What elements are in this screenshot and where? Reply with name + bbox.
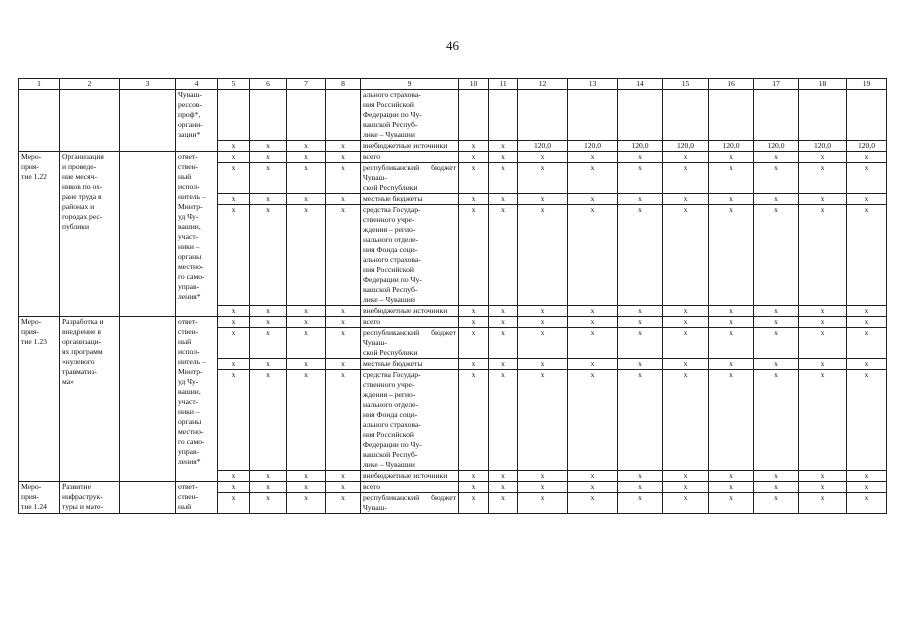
value-cell: 120,0 bbox=[618, 141, 663, 152]
value-cell: x bbox=[847, 493, 887, 514]
mark-cell: x bbox=[287, 471, 326, 482]
executor-cell: ответ- ствен- ный испол- нитель – Минтр- уд Чу- вашии, участ- ники – органы местно- го само- управ- ления* bbox=[176, 152, 218, 317]
value-cell: x bbox=[568, 306, 618, 317]
value-cell bbox=[618, 90, 663, 141]
mark-cell: x bbox=[326, 163, 361, 194]
mark-cell: x bbox=[218, 482, 250, 493]
value-cell: x bbox=[799, 482, 847, 493]
value-cell: x bbox=[489, 328, 518, 359]
value-cell: x bbox=[709, 493, 754, 514]
value-cell bbox=[568, 90, 618, 141]
value-cell: x bbox=[618, 163, 663, 194]
value-cell: x bbox=[618, 306, 663, 317]
value-cell: x bbox=[799, 306, 847, 317]
value-cell: x bbox=[459, 493, 489, 514]
value-cell: x bbox=[754, 317, 799, 328]
mark-cell: x bbox=[250, 205, 287, 306]
value-cell: x bbox=[459, 482, 489, 493]
value-cell: x bbox=[754, 152, 799, 163]
activity-code-cell: Меро- прия- тие 1.22 bbox=[19, 152, 60, 317]
mark-cell: x bbox=[250, 163, 287, 194]
value-cell: x bbox=[709, 194, 754, 205]
activity-name-cell bbox=[60, 90, 120, 152]
mark-cell: x bbox=[326, 194, 361, 205]
header-cell: 16 bbox=[709, 79, 754, 90]
header-cell: 19 bbox=[847, 79, 887, 90]
mark-cell: x bbox=[250, 306, 287, 317]
value-cell: x bbox=[709, 471, 754, 482]
source-cell: внебюджетные источники bbox=[361, 306, 459, 317]
value-cell: x bbox=[518, 152, 568, 163]
value-cell bbox=[709, 90, 754, 141]
mark-cell: x bbox=[287, 493, 326, 514]
value-cell: x bbox=[618, 493, 663, 514]
activity-name-cell: Разработка и внедрение в организаци- ях программ «нулевого травматиз- ма» bbox=[60, 317, 120, 482]
value-cell: x bbox=[799, 317, 847, 328]
mark-cell: x bbox=[326, 141, 361, 152]
value-cell: x bbox=[754, 359, 799, 370]
value-cell: 120,0 bbox=[799, 141, 847, 152]
source-cell: средства Государ- ственного учре- ждения – регио- нального отделе- ния Фонда соци- ального страхова- ния Российской Федерации по Чу- вашской Респуб- лике – Чувашии bbox=[361, 205, 459, 306]
value-cell: x bbox=[459, 306, 489, 317]
mark-cell: x bbox=[250, 194, 287, 205]
value-cell: x bbox=[799, 194, 847, 205]
value-cell: x bbox=[799, 205, 847, 306]
value-cell: x bbox=[618, 317, 663, 328]
value-cell: x bbox=[518, 163, 568, 194]
value-cell: x bbox=[709, 359, 754, 370]
executor-cell: ответ- ствен- ный bbox=[176, 482, 218, 514]
value-cell: x bbox=[618, 359, 663, 370]
value-cell: x bbox=[568, 163, 618, 194]
value-cell bbox=[459, 90, 489, 141]
empty-cell bbox=[120, 482, 176, 514]
value-cell: 120,0 bbox=[568, 141, 618, 152]
value-cell: x bbox=[568, 482, 618, 493]
value-cell: x bbox=[489, 141, 518, 152]
mark-cell: x bbox=[250, 317, 287, 328]
value-cell: x bbox=[618, 152, 663, 163]
value-cell: x bbox=[709, 205, 754, 306]
empty-cell bbox=[120, 317, 176, 482]
mark-cell: x bbox=[287, 205, 326, 306]
value-cell: x bbox=[489, 471, 518, 482]
header-cell: 14 bbox=[618, 79, 663, 90]
source-cell: местные бюджеты bbox=[361, 359, 459, 370]
table-body bbox=[19, 90, 887, 514]
source-cell: всего bbox=[361, 152, 459, 163]
mark-cell: x bbox=[250, 471, 287, 482]
value-cell: x bbox=[847, 317, 887, 328]
activity-code-cell: Меро- прия- тие 1.24 bbox=[19, 482, 60, 514]
value-cell: 120,0 bbox=[847, 141, 887, 152]
value-cell: x bbox=[754, 471, 799, 482]
empty-cell bbox=[120, 90, 176, 152]
value-cell: x bbox=[847, 163, 887, 194]
source-cell: внебюджетные источники bbox=[361, 471, 459, 482]
header-cell: 17 bbox=[754, 79, 799, 90]
program-table bbox=[18, 78, 887, 514]
value-cell: x bbox=[459, 152, 489, 163]
mark-cell: x bbox=[250, 482, 287, 493]
source-cell: средства Государ- ственного учре- ждения – регио- нального отделе- ния Фонда соци- ального страхова- ния Российской Федерации по Чу- вашской Респуб- лике – Чувашии bbox=[361, 370, 459, 471]
header-cell: 3 bbox=[120, 79, 176, 90]
value-cell: x bbox=[709, 328, 754, 359]
mark-cell: x bbox=[287, 317, 326, 328]
source-cell: республиканский бюджет Чуваш- ской Республики bbox=[361, 163, 459, 194]
value-cell: x bbox=[489, 359, 518, 370]
table-row bbox=[19, 152, 887, 163]
value-cell: x bbox=[568, 205, 618, 306]
value-cell: x bbox=[754, 493, 799, 514]
value-cell: x bbox=[663, 370, 709, 471]
mark-cell: x bbox=[326, 359, 361, 370]
value-cell: x bbox=[459, 163, 489, 194]
mark-cell: x bbox=[287, 306, 326, 317]
header-row bbox=[19, 79, 887, 90]
value-cell: x bbox=[489, 493, 518, 514]
mark-cell: x bbox=[287, 482, 326, 493]
header-cell: 13 bbox=[568, 79, 618, 90]
header-cell: 7 bbox=[287, 79, 326, 90]
value-cell bbox=[518, 90, 568, 141]
value-cell: x bbox=[663, 163, 709, 194]
value-cell: x bbox=[489, 163, 518, 194]
mark-cell: x bbox=[326, 306, 361, 317]
value-cell: x bbox=[459, 317, 489, 328]
value-cell: x bbox=[799, 359, 847, 370]
mark-cell: x bbox=[250, 152, 287, 163]
value-cell: x bbox=[847, 328, 887, 359]
value-cell: x bbox=[663, 317, 709, 328]
mark-cell: x bbox=[326, 471, 361, 482]
value-cell: x bbox=[799, 152, 847, 163]
mark-cell: x bbox=[218, 141, 250, 152]
value-cell: x bbox=[618, 471, 663, 482]
value-cell: x bbox=[709, 370, 754, 471]
value-cell: x bbox=[709, 306, 754, 317]
mark-cell: x bbox=[218, 205, 250, 306]
value-cell: x bbox=[568, 471, 618, 482]
value-cell: x bbox=[847, 194, 887, 205]
value-cell bbox=[847, 90, 887, 141]
value-cell: x bbox=[799, 328, 847, 359]
header-cell: 18 bbox=[799, 79, 847, 90]
value-cell: 120,0 bbox=[518, 141, 568, 152]
value-cell: x bbox=[754, 205, 799, 306]
table-row bbox=[19, 90, 887, 141]
executor-cell: Чуваш- рессов- проф*, органи- зации* bbox=[176, 90, 218, 152]
mark-cell: x bbox=[218, 370, 250, 471]
mark-cell: x bbox=[218, 317, 250, 328]
value-cell: x bbox=[663, 205, 709, 306]
table-row bbox=[19, 482, 887, 493]
value-cell bbox=[663, 90, 709, 141]
header-cell: 5 bbox=[218, 79, 250, 90]
value-cell: x bbox=[568, 194, 618, 205]
source-cell: республиканский бюджет Чуваш- bbox=[361, 493, 459, 514]
value-cell: 120,0 bbox=[663, 141, 709, 152]
activity-code-cell: Меро- прия- тие 1.23 bbox=[19, 317, 60, 482]
value-cell: x bbox=[459, 471, 489, 482]
value-cell: x bbox=[847, 205, 887, 306]
source-cell: республиканский бюджет Чуваш- ской Республики bbox=[361, 328, 459, 359]
value-cell: x bbox=[709, 163, 754, 194]
value-cell: x bbox=[568, 317, 618, 328]
mark-cell: x bbox=[250, 370, 287, 471]
mark-cell: x bbox=[218, 493, 250, 514]
mark-cell: x bbox=[287, 370, 326, 471]
mark-cell: x bbox=[287, 141, 326, 152]
header-cell: 1 bbox=[19, 79, 60, 90]
mark-cell: x bbox=[326, 317, 361, 328]
mark-cell: x bbox=[326, 370, 361, 471]
value-cell: x bbox=[618, 205, 663, 306]
mark-cell: x bbox=[250, 328, 287, 359]
value-cell: x bbox=[618, 194, 663, 205]
mark-cell: x bbox=[218, 328, 250, 359]
mark-cell: x bbox=[287, 194, 326, 205]
value-cell: 120,0 bbox=[754, 141, 799, 152]
header-cell: 12 bbox=[518, 79, 568, 90]
table-row bbox=[19, 317, 887, 328]
value-cell: x bbox=[618, 370, 663, 471]
value-cell: x bbox=[518, 205, 568, 306]
value-cell: x bbox=[618, 482, 663, 493]
value-cell: x bbox=[489, 370, 518, 471]
value-cell: x bbox=[459, 194, 489, 205]
value-cell: x bbox=[459, 141, 489, 152]
value-cell: x bbox=[847, 306, 887, 317]
value-cell: x bbox=[459, 370, 489, 471]
source-cell: внебюджетные источники bbox=[361, 141, 459, 152]
mark-cell: x bbox=[326, 152, 361, 163]
header-cell: 2 bbox=[60, 79, 120, 90]
value-cell: x bbox=[518, 370, 568, 471]
mark-cell bbox=[250, 90, 287, 141]
value-cell: x bbox=[709, 152, 754, 163]
header-cell: 6 bbox=[250, 79, 287, 90]
mark-cell: x bbox=[326, 482, 361, 493]
value-cell: x bbox=[663, 359, 709, 370]
value-cell: x bbox=[518, 482, 568, 493]
mark-cell: x bbox=[218, 152, 250, 163]
value-cell: x bbox=[518, 493, 568, 514]
value-cell: x bbox=[847, 482, 887, 493]
value-cell: x bbox=[847, 471, 887, 482]
value-cell: x bbox=[663, 471, 709, 482]
mark-cell: x bbox=[218, 359, 250, 370]
source-cell: всего bbox=[361, 482, 459, 493]
value-cell: x bbox=[489, 152, 518, 163]
value-cell: x bbox=[459, 328, 489, 359]
mark-cell: x bbox=[250, 493, 287, 514]
value-cell: x bbox=[489, 194, 518, 205]
mark-cell bbox=[326, 90, 361, 141]
value-cell: x bbox=[568, 152, 618, 163]
mark-cell: x bbox=[326, 205, 361, 306]
header-cell: 4 bbox=[176, 79, 218, 90]
value-cell bbox=[799, 90, 847, 141]
value-cell: x bbox=[847, 359, 887, 370]
value-cell: x bbox=[663, 306, 709, 317]
value-cell: x bbox=[518, 328, 568, 359]
mark-cell: x bbox=[326, 328, 361, 359]
value-cell: x bbox=[663, 482, 709, 493]
value-cell: x bbox=[489, 317, 518, 328]
mark-cell: x bbox=[218, 194, 250, 205]
mark-cell: x bbox=[287, 328, 326, 359]
header-cell: 9 bbox=[361, 79, 459, 90]
value-cell: x bbox=[754, 482, 799, 493]
value-cell: x bbox=[663, 152, 709, 163]
value-cell: x bbox=[518, 359, 568, 370]
header-cell: 10 bbox=[459, 79, 489, 90]
mark-cell: x bbox=[287, 152, 326, 163]
mark-cell bbox=[287, 90, 326, 141]
value-cell bbox=[754, 90, 799, 141]
value-cell: 120,0 bbox=[709, 141, 754, 152]
mark-cell: x bbox=[326, 493, 361, 514]
value-cell: x bbox=[799, 471, 847, 482]
value-cell: x bbox=[489, 306, 518, 317]
value-cell: x bbox=[459, 205, 489, 306]
value-cell: x bbox=[663, 194, 709, 205]
executor-cell: ответ- ствен- ный испол- нитель – Минтр- уд Чу- вашии, участ- ники – органы местно- го само- управ- ления* bbox=[176, 317, 218, 482]
value-cell: x bbox=[568, 493, 618, 514]
mark-cell: x bbox=[218, 163, 250, 194]
source-cell: ального страхова- ния Российской Федерации по Чу- вашской Респуб- лике – Чувашии bbox=[361, 90, 459, 141]
page-number: 46 bbox=[446, 38, 459, 53]
value-cell: x bbox=[489, 482, 518, 493]
mark-cell: x bbox=[287, 359, 326, 370]
value-cell: x bbox=[799, 370, 847, 471]
value-cell: x bbox=[568, 359, 618, 370]
value-cell: x bbox=[518, 194, 568, 205]
value-cell: x bbox=[754, 163, 799, 194]
value-cell: x bbox=[754, 328, 799, 359]
mark-cell bbox=[218, 90, 250, 141]
empty-cell bbox=[120, 152, 176, 317]
value-cell: x bbox=[754, 306, 799, 317]
header-cell: 15 bbox=[663, 79, 709, 90]
mark-cell: x bbox=[250, 359, 287, 370]
value-cell: x bbox=[459, 359, 489, 370]
mark-cell: x bbox=[218, 471, 250, 482]
activity-name-cell: Развитие инфраструк- туры и мате- bbox=[60, 482, 120, 514]
value-cell: x bbox=[618, 328, 663, 359]
source-cell: местные бюджеты bbox=[361, 194, 459, 205]
mark-cell: x bbox=[218, 306, 250, 317]
value-cell: x bbox=[518, 306, 568, 317]
value-cell: x bbox=[518, 471, 568, 482]
value-cell: x bbox=[663, 328, 709, 359]
source-cell: всего bbox=[361, 317, 459, 328]
mark-cell: x bbox=[250, 141, 287, 152]
value-cell: x bbox=[568, 328, 618, 359]
value-cell: x bbox=[518, 317, 568, 328]
value-cell: x bbox=[709, 317, 754, 328]
value-cell bbox=[489, 90, 518, 141]
value-cell: x bbox=[568, 370, 618, 471]
value-cell: x bbox=[709, 482, 754, 493]
header-cell: 11 bbox=[489, 79, 518, 90]
value-cell: x bbox=[847, 152, 887, 163]
activity-name-cell: Организация и проведе- ние месяч- ников по ох- ране труда в районах и городах рес- публики bbox=[60, 152, 120, 317]
header-cell: 8 bbox=[326, 79, 361, 90]
activity-code-cell bbox=[19, 90, 60, 152]
value-cell: x bbox=[799, 163, 847, 194]
value-cell: x bbox=[754, 370, 799, 471]
value-cell: x bbox=[663, 493, 709, 514]
value-cell: x bbox=[847, 370, 887, 471]
value-cell: x bbox=[754, 194, 799, 205]
mark-cell: x bbox=[287, 163, 326, 194]
value-cell: x bbox=[489, 205, 518, 306]
value-cell: x bbox=[799, 493, 847, 514]
